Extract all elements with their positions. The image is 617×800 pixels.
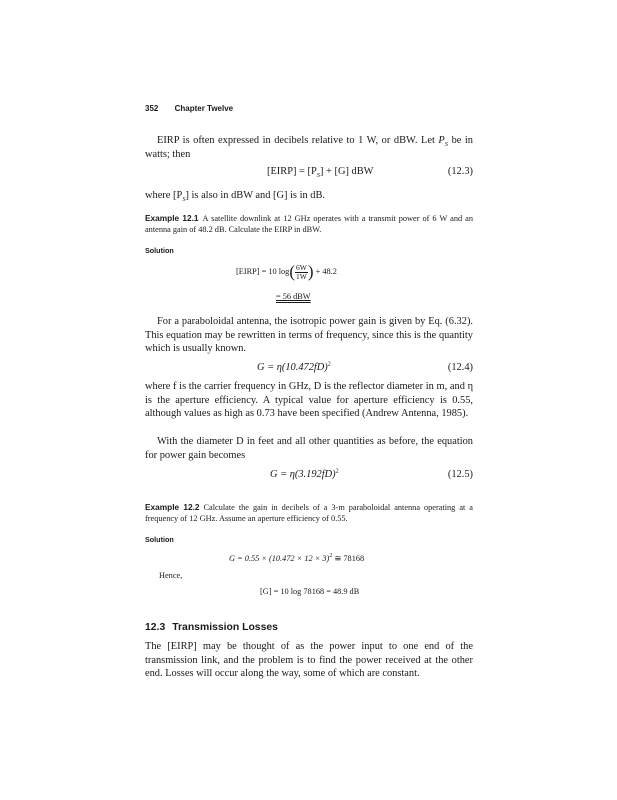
equation-number: (12.4) — [447, 362, 473, 373]
page-number: 352 — [145, 104, 159, 113]
gain-calculation: $G = 0.55 \times (10.472 \times 12 \times 3)^2$ ≅ 78168 — [229, 553, 365, 563]
example-text: Calculate the gain in decibels of a 3-m paraboloidal antenna operating at a frequency of 12 GHz. Assume an aperture efficiency of 0.55. — [145, 503, 473, 524]
eirp-calculation: [EIRP] = 10 log( $\frac{6W}{1W}$ ) + 48.2 — [236, 262, 337, 281]
example-12-2 — [145, 502, 473, 525]
example-text: A satellite downlink at 12 GHz operates with a transmit power of 6 W and an antenna gain of 48.2 dB. Calculate the EIRP in dBW. — [145, 214, 473, 235]
section-title: Transmission Losses — [172, 622, 278, 633]
paragraph-paraboloidal: For a paraboloidal antenna, the isotropic power gain is given by Eq. (6.32). This equation may be rewritten in terms of frequency, since this is the quantity which is usually known. — [145, 316, 473, 355]
gain-db-result: [G] = 10 log 78168 = 48.9 dB — [260, 587, 360, 596]
paragraph-transmission-losses: The [EIRP] may be thought of as the power input to one end of the transmission link, and the problem is to find the power received at the other end. Losses will occur along the way, some of which are constant. — [145, 641, 473, 680]
paragraph-diameter-feet: With the diameter D in feet and all other quantities as before, the equation for power gain becomes — [145, 436, 473, 461]
equation-12-4: $G = \eta(10.472fD)^2$ (12.4) — [257, 361, 473, 373]
running-header — [145, 104, 233, 113]
section-number: 12.3 — [145, 622, 166, 633]
solution-label-1: Solution — [145, 246, 174, 255]
example-label: Example 12.2 — [145, 502, 200, 512]
paragraph-eirp-intro: EIRP is often expressed in decibels relative to 1 W, or dBW. Let $P_S$ be in watts; then — [145, 135, 474, 160]
section-heading — [145, 622, 278, 633]
paragraph-where-ps: where $[P_S]$ is also in dBW and [G] is in dB. — [145, 190, 325, 204]
example-12-1 — [145, 213, 473, 236]
equation-number: (12.3) — [447, 166, 473, 177]
solution-label-2: Solution — [145, 535, 174, 544]
equation-number: (12.5) — [447, 469, 473, 480]
eirp-result: = 56 dBW — [276, 292, 311, 301]
paragraph-where-f: where f is the carrier frequency in GHz, D is the reflector diameter in m, and η is the aperture efficiency. A typical value for aperture efficiency is 0.55, although values as high as 0.73 have been specified (Andrew Antenna, 1985). — [145, 381, 473, 420]
example-label: Example 12.1 — [145, 213, 199, 223]
equation-12-3: [EIRP] = $[P_S] + [G]$ dBW (12.3) — [267, 166, 473, 180]
hence-text: Hence, — [159, 571, 183, 580]
fraction-6w-1w: $\frac{6W}{1W}$ — [295, 262, 307, 281]
chapter-title: Chapter Twelve — [174, 104, 234, 113]
equation-12-5: $G = \eta(3.192fD)^2$ (12.5) — [270, 468, 473, 480]
